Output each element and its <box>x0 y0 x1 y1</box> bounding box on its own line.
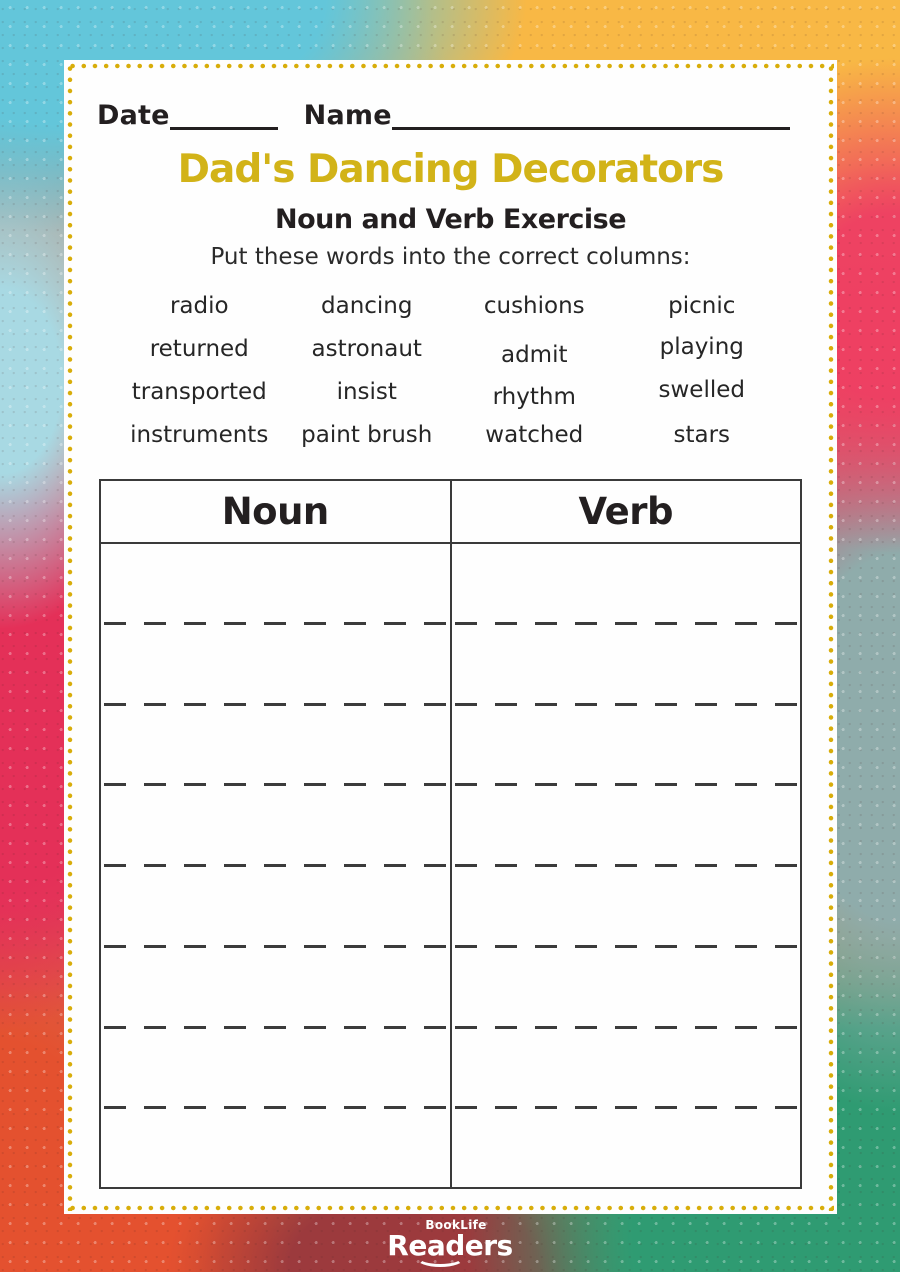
date-name-row <box>97 100 804 131</box>
name-blank-line[interactable] <box>392 100 790 130</box>
write-line <box>104 703 447 706</box>
write-line <box>104 864 447 867</box>
brand-logo-top-text: BookLife <box>425 1218 487 1232</box>
write-line <box>455 864 798 867</box>
word-item: returned <box>149 335 249 362</box>
word-item: astronaut <box>311 335 422 362</box>
answer-table-header <box>101 481 800 544</box>
date-blank-line[interactable] <box>170 100 278 130</box>
brand-logo-main-text: Readers <box>387 1229 513 1262</box>
write-line <box>455 703 798 706</box>
page-subtitle: Noun and Verb Exercise <box>274 204 627 235</box>
brand-logo <box>387 1219 512 1267</box>
dotted-border-right <box>828 63 834 1211</box>
write-line <box>104 1026 447 1029</box>
word-item: swelled <box>658 376 745 403</box>
word-item: instruments <box>130 421 269 448</box>
word-item: paint brush <box>301 421 433 448</box>
answer-table-body <box>101 544 800 1187</box>
dotted-border-left <box>67 63 73 1211</box>
page-title: Dad's Dancing Decorators <box>177 147 724 192</box>
write-line <box>455 945 798 948</box>
word-item: insist <box>336 378 397 405</box>
name-label: Name <box>303 100 392 131</box>
write-line <box>104 945 447 948</box>
column-header-verb: Verb <box>450 481 801 542</box>
write-line <box>104 783 447 786</box>
write-line <box>455 1106 798 1109</box>
word-bank <box>116 284 786 456</box>
answer-column[interactable] <box>450 544 801 1187</box>
word-item: transported <box>131 378 267 405</box>
word-item: cushions <box>483 292 585 319</box>
word-item: radio <box>169 292 229 319</box>
write-line <box>455 783 798 786</box>
dotted-border-top <box>67 63 834 69</box>
write-line <box>104 622 447 625</box>
worksheet-page <box>64 60 837 1214</box>
word-item: dancing <box>321 292 413 319</box>
write-line <box>104 1106 447 1109</box>
instruction-text: Put these words into the correct columns: <box>210 244 691 270</box>
smile-arc-icon <box>416 1249 464 1267</box>
answer-column[interactable] <box>101 544 450 1187</box>
answer-table <box>99 479 802 1189</box>
word-item: playing <box>659 333 744 360</box>
column-header-noun: Noun <box>221 490 329 533</box>
word-item: picnic <box>668 292 736 319</box>
write-line <box>455 1026 798 1029</box>
word-item: rhythm <box>492 383 576 410</box>
word-item: stars <box>673 421 731 448</box>
date-label: Date <box>97 100 170 131</box>
word-item: admit <box>500 341 568 368</box>
dotted-border-bottom <box>67 1205 834 1211</box>
word-item: watched <box>485 421 584 448</box>
write-line <box>455 622 798 625</box>
